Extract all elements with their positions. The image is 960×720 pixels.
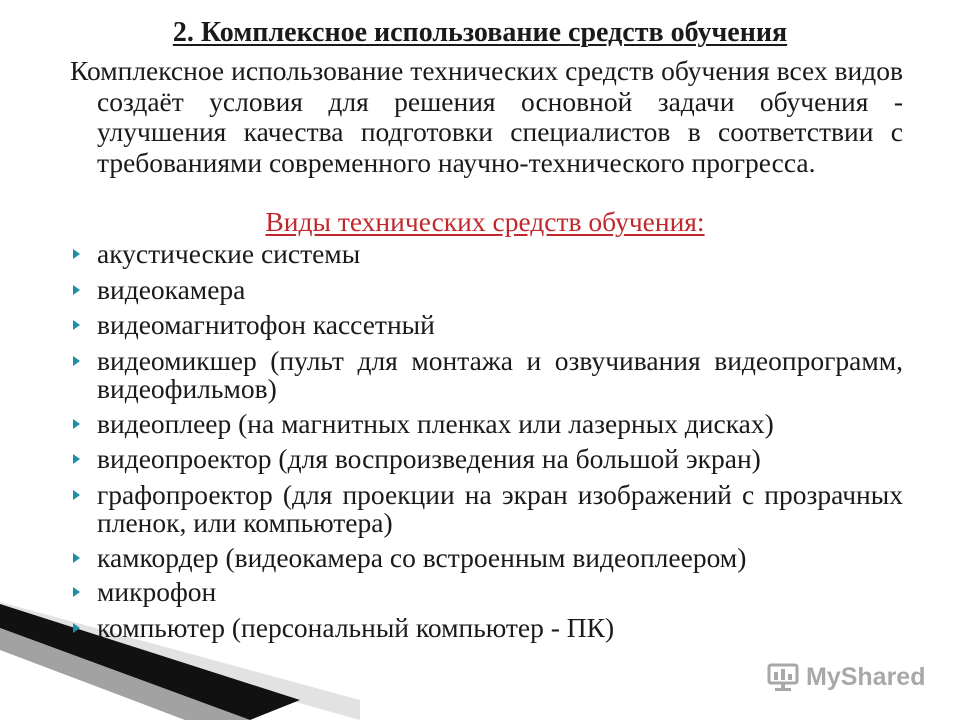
section-subtitle-text: Виды технических средств обучения: xyxy=(265,206,705,237)
bullet-arrow-icon xyxy=(73,356,80,366)
list-item: графопроектор (для проекции на экран изображений с прозрачных пленок, или компьютера) xyxy=(97,481,903,537)
list-item: компьютер (персональный компьютер - ПК) xyxy=(97,614,903,642)
bullet-arrow-icon xyxy=(73,285,80,295)
list-item: видеомагнитофон кассетный xyxy=(97,311,903,339)
list-item: видеокамера xyxy=(97,276,903,304)
bullet-arrow-icon xyxy=(73,249,80,259)
bullet-arrow-icon xyxy=(73,454,80,464)
section-subtitle xyxy=(0,205,960,239)
list-item: видеопроектор (для воспроизведения на большой экран) xyxy=(97,445,903,473)
list-item: видеоплеер (на магнитных пленках или лазерных дисках) xyxy=(97,410,903,438)
bullet-arrow-icon xyxy=(73,419,80,429)
bullet-arrow-icon xyxy=(73,623,80,633)
watermark-logo xyxy=(766,660,925,694)
presentation-board-icon xyxy=(766,662,800,692)
page-title xyxy=(0,16,960,50)
list-item: видеомикшер (пульт для монтажа и озвучивания видеопрограмм, видеофильмов) xyxy=(97,347,903,403)
list-item: микрофон xyxy=(97,578,903,606)
list-item: акустические системы xyxy=(97,240,903,268)
bullet-arrow-icon xyxy=(73,553,80,563)
page-title-text: 2. Комплексное использование средств обучения xyxy=(172,17,788,48)
intro-paragraph: Комплексное использование технических средств обучения всех видов создаёт условия для решения основной задачи обучения - улучшения качества подготовки специалистов в соответствии с требованиями современного научно-технического прогресса. xyxy=(70,55,903,178)
bullet-arrow-icon xyxy=(73,587,80,597)
list-item: камкордер (видеокамера со встроенным видеоплеером) xyxy=(97,544,903,572)
bullet-arrow-icon xyxy=(73,490,80,500)
watermark-text: MyShared xyxy=(806,662,926,691)
bullet-arrow-icon xyxy=(73,320,80,330)
